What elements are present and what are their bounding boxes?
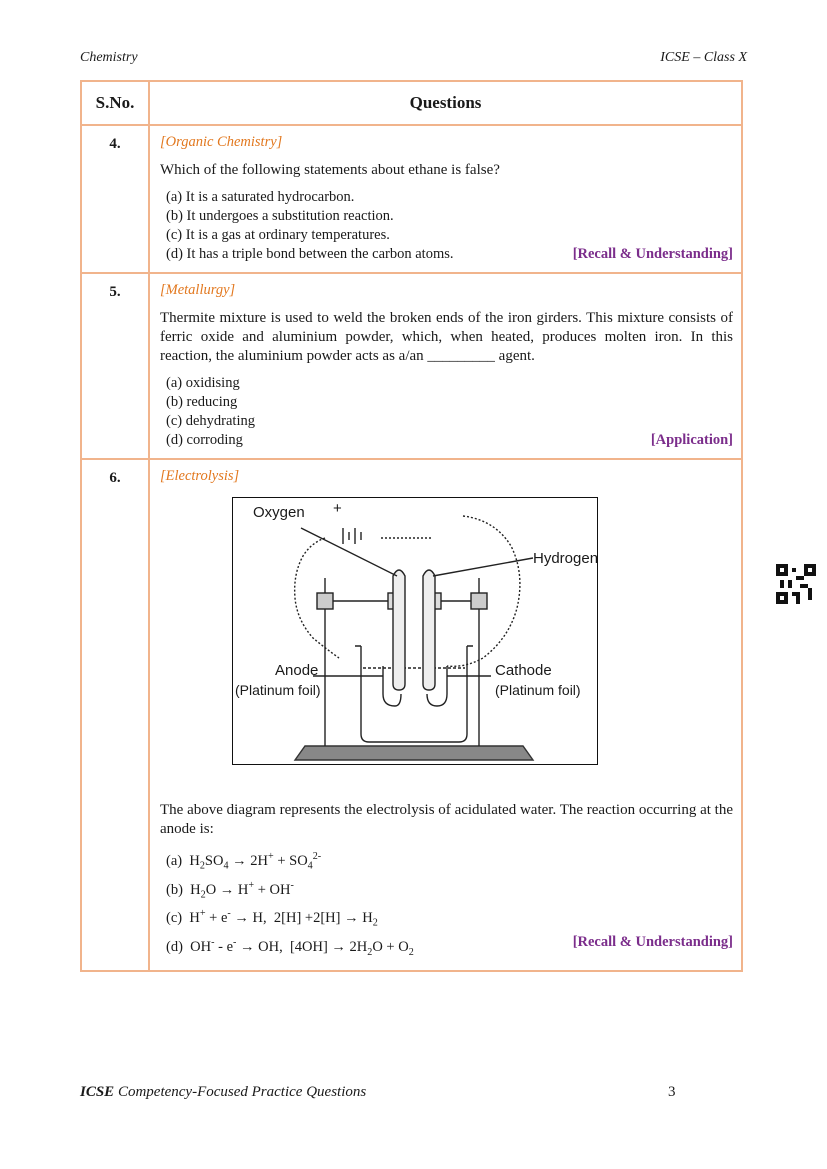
qr-code-icon: [776, 564, 816, 604]
skill-tag: [Recall & Understanding]: [572, 246, 733, 262]
question-row-4: [81, 125, 742, 273]
col-sno-header: S.No.: [81, 81, 149, 125]
anode-sub-label: (Platinum foil): [235, 682, 321, 698]
col-questions-header: Questions: [149, 81, 742, 125]
oxygen-label: Oxygen: [253, 504, 305, 521]
footer-title-rest: Competency-Focused Practice Questions: [114, 1084, 367, 1100]
option-a: (a) oxidising: [166, 375, 240, 391]
skill-tag: [Recall & Understanding]: [572, 934, 733, 951]
question-stem: Thermite mixture is used to weld the broken ends of the iron girders. This mixture consists of ferric oxide and aluminium powder, which, when heated, produces molten iron. In this reaction, the aluminium powder acts as a/an _________ agent.: [160, 310, 733, 364]
option-b: (b) It undergoes a substitution reaction.: [166, 208, 394, 224]
option-d: (d) corroding: [166, 432, 243, 448]
page-number: 3: [668, 1084, 676, 1100]
question-row-6: [81, 459, 742, 971]
option-d-row: [166, 431, 733, 450]
question-number: 4.: [81, 125, 149, 273]
option-d: (d) OH- - e- → OH, $[4OH] \to 2H_2O + O_2$: [166, 937, 414, 958]
options-list: [166, 188, 733, 264]
cathode-sub-label: (Platinum foil): [495, 682, 581, 698]
header-subject: Chemistry: [80, 50, 138, 65]
question-stem: The above diagram represents the electrolysis of acidulated water. The reaction occurring at the anode is:: [160, 802, 733, 837]
table-header-row: [81, 81, 742, 125]
positive-terminal-label: +: [333, 500, 342, 517]
question-number: 5.: [81, 273, 149, 459]
options-list: [166, 847, 733, 962]
question-body: [149, 125, 742, 273]
topic-label: [Metallurgy]: [160, 282, 236, 298]
question-body: [149, 459, 742, 971]
question-stem: Which of the following statements about ethane is false?: [160, 162, 500, 178]
question-row-5: [81, 273, 742, 459]
option-c: (c) H+ + e- → H, $2[H] +2[H] \to H_2$: [166, 908, 378, 930]
question-body: [149, 273, 742, 459]
header-class: ICSE – Class X: [660, 50, 747, 65]
option-d-row: [166, 245, 733, 264]
electrolysis-apparatus-svg: [233, 498, 597, 764]
electrolysis-diagram: [232, 497, 598, 765]
option-a: (a) It is a saturated hydrocarbon.: [166, 189, 355, 205]
footer-title-bold: ICSE: [80, 1084, 115, 1100]
option-c: (c) It is a gas at ordinary temperatures.: [166, 227, 390, 243]
cathode-label: Cathode: [495, 662, 552, 679]
option-b: (b) reducing: [166, 394, 238, 410]
option-d-row: [166, 933, 733, 962]
anode-label: Anode: [275, 662, 319, 679]
questions-table: [80, 80, 743, 972]
topic-label: [Electrolysis]: [160, 468, 240, 484]
skill-tag: [Application]: [650, 432, 733, 448]
topic-label: [Organic Chemistry]: [160, 134, 283, 150]
footer-title: [80, 1084, 366, 1101]
option-a: (a) $H_2SO_4 \to 2H^+ + SO_4^{2-}$: [166, 851, 322, 872]
hydrogen-label: Hydrogen: [533, 550, 599, 567]
options-list: [166, 374, 733, 450]
question-number: 6.: [81, 459, 149, 971]
option-d: (d) It has a triple bond between the carbon atoms.: [166, 246, 454, 262]
option-c: (c) dehydrating: [166, 413, 255, 429]
option-b: (b) $H_2O \to H^+ + OH^-$: [166, 879, 294, 901]
